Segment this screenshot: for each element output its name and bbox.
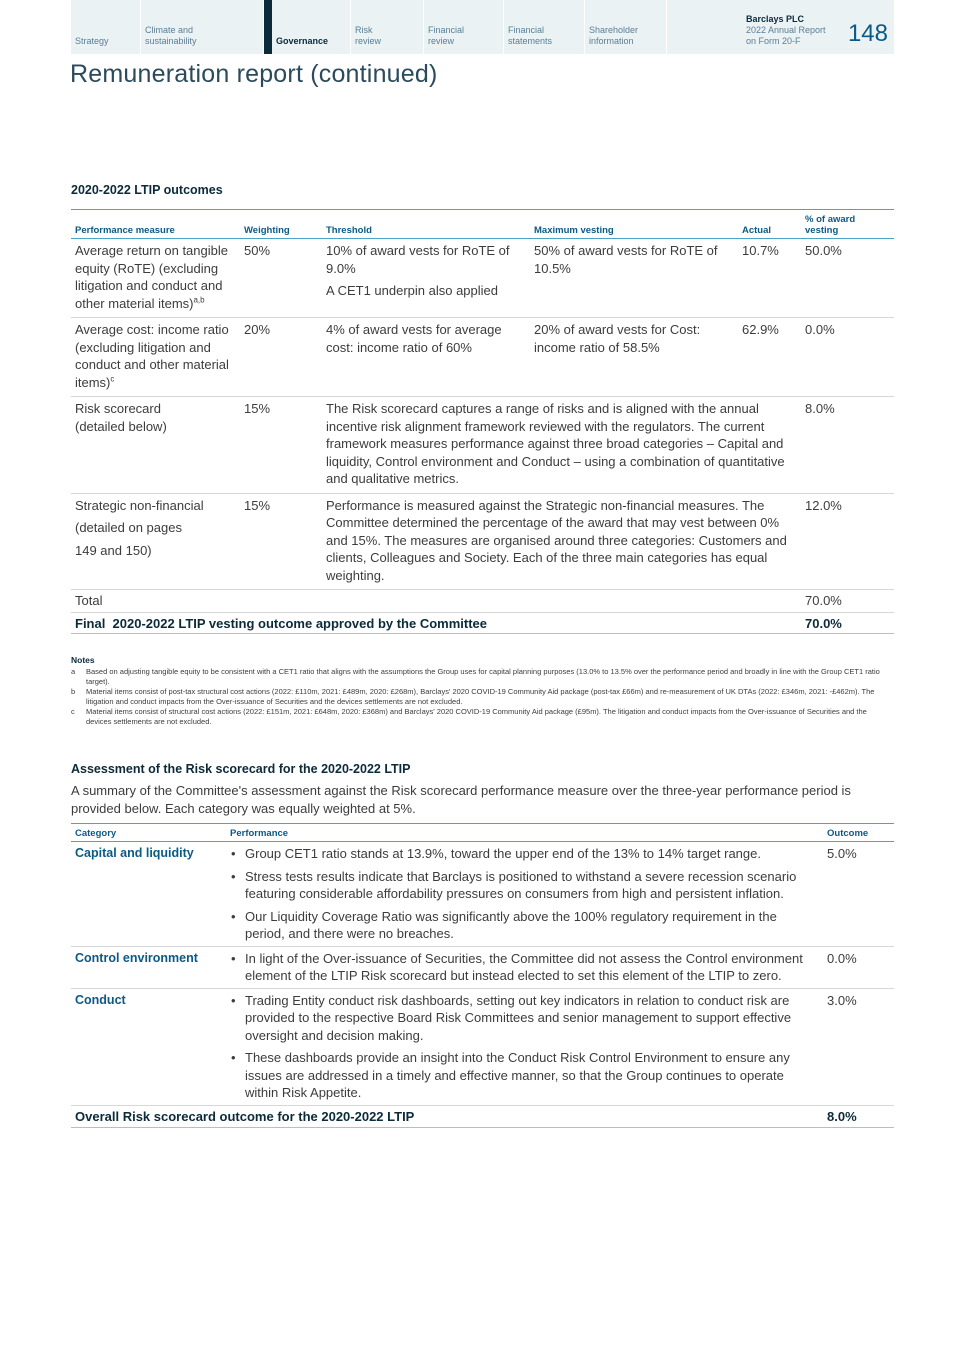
- nav-tab-risk-review[interactable]: [351, 0, 424, 54]
- measure-detail: 149 and 150): [75, 542, 152, 558]
- table-row: [71, 397, 894, 494]
- outcome-cell: 3.0%: [823, 988, 894, 1105]
- outcome-cell: 0.0%: [823, 946, 894, 988]
- footnotes: [71, 655, 894, 727]
- col-header-max-vesting: Maximum vesting: [530, 210, 738, 239]
- bullet-icon: •: [231, 846, 236, 861]
- list-item: [230, 1049, 819, 1102]
- award-cell: 8.0%: [801, 397, 894, 494]
- footnote-letter: a: [71, 667, 76, 676]
- page-number: 148: [847, 20, 888, 47]
- list-item: [230, 845, 819, 863]
- measure-cell: [71, 493, 240, 590]
- bullet-icon: •: [231, 992, 236, 1008]
- report-brand: [746, 0, 894, 54]
- measure-text: Average cost: income ratio (excluding litigation and conduct and other material items): [75, 322, 229, 390]
- measure-cell: [71, 239, 240, 318]
- footnote-item: [71, 707, 894, 727]
- performance-text: In light of the Over-issuance of Securities, the Committee did not assess the Control environment element of the LTIP Risk scorecard but instead elected to set this element of the LTIP to zero.: [245, 950, 803, 983]
- footnote-ref: a,b: [193, 295, 205, 305]
- footnote-ref: c: [110, 374, 115, 384]
- col-header-threshold: Threshold: [322, 210, 530, 239]
- measure-cell: [71, 318, 240, 397]
- threshold-cell: [322, 239, 530, 318]
- performance-cell: [226, 988, 823, 1105]
- actual-cell: 10.7%: [738, 239, 801, 318]
- table-row: [71, 239, 894, 318]
- table-row: [71, 493, 894, 590]
- page-title: Remuneration report (continued): [70, 60, 438, 88]
- section-nav: [71, 0, 894, 54]
- weighting-cell: 50%: [240, 239, 322, 318]
- performance-text: Stress tests results indicate that Barclays is positioned to withstand a severe recession scenario featuring considerable affordability pressures on consumers from high and persistent inflation.: [245, 868, 797, 901]
- actual-cell: 62.9%: [738, 318, 801, 397]
- performance-text: Trading Entity conduct risk dashboards, setting out key indicators in relation to conduct risk are provided to the respective Board Risk Committees and senior management to support effective oversight and decision making.: [245, 992, 792, 1043]
- risk-scorecard-table: [71, 823, 894, 1128]
- measure-detail: (detailed on pages: [75, 520, 182, 535]
- list-item: [230, 950, 819, 985]
- notes-title: Notes: [71, 655, 95, 665]
- table-header-row: [71, 210, 894, 239]
- nav-tab-label: Risk review: [355, 25, 382, 46]
- threshold-note: A CET1 underpin also applied: [326, 283, 499, 298]
- table-row: [71, 988, 894, 1105]
- bullet-icon: •: [231, 950, 236, 966]
- table-header-row: [71, 824, 894, 842]
- performance-cell: [226, 842, 823, 947]
- table-row: [71, 842, 894, 947]
- table-row: [71, 318, 894, 397]
- brand-block: [746, 14, 834, 47]
- measure-text: Average return on tangible equity (RoTE) (excluding litigation and conduct and other material items): [75, 243, 228, 311]
- outcome-cell: 5.0%: [823, 842, 894, 947]
- footnote-item: [71, 667, 894, 687]
- performance-text: These dashboards provide an insight into the Conduct Risk Control Environment to ensure any issues are addressed in a timely and effective manner, so that the Group continues to operate within Risk Appetite.: [245, 1050, 790, 1100]
- nav-tab-financial-review[interactable]: [424, 0, 504, 54]
- nav-tab-label: Financial statements: [508, 25, 553, 46]
- col-header-award: % of award vesting: [801, 210, 894, 239]
- risk-heading: Assessment of the Risk scorecard for the 2020-2022 LTIP: [71, 762, 411, 776]
- category-cell: Capital and liquidity: [71, 842, 226, 947]
- measure-cell: Risk scorecard (detailed below): [71, 397, 240, 494]
- footnote-text: Material items consist of structural cost actions (2022: £151m, 2021: £648m, 2020: £368m) and Barclays' 2020 COVID-19 Community Aid package (£95m). The litigation and conduct impacts from the Over-issuance of Securities and the devices settlements are not excluded.: [86, 707, 867, 726]
- col-header-weighting: Weighting: [240, 210, 322, 239]
- threshold-cell: 4% of award vests for average cost: income ratio of 60%: [322, 318, 530, 397]
- nav-tab-governance[interactable]: [272, 0, 351, 54]
- performance-text: Group CET1 ratio stands at 13.9%, toward the upper end of the 13% to 14% target range.: [245, 846, 761, 861]
- footnote-item: [71, 687, 894, 707]
- nav-tab-shareholder-information[interactable]: [585, 0, 667, 54]
- footnote-letter: b: [71, 687, 76, 696]
- description-cell: The Risk scorecard captures a range of risks and is aligned with the annual incentive risk alignment framework reviewed with the regulators. The current framework measures performance against three broad categories – Capital and liquidity, Control environment and Conduct – using a combination of quantitative and qualitative metrics.: [322, 397, 801, 494]
- award-cell: 50.0%: [801, 239, 894, 318]
- total-label: Total: [71, 590, 801, 613]
- weighting-cell: 15%: [240, 397, 322, 494]
- nav-tab-label: Climate and sustainability: [145, 25, 197, 46]
- category-cell: Conduct: [71, 988, 226, 1105]
- performance-list: [230, 950, 819, 985]
- bullet-icon: •: [231, 868, 236, 884]
- risk-intro: A summary of the Committee's assessment against the Risk scorecard performance measure over the three-year performance period is provided below. Each category was equally weighted at 5%.: [71, 783, 851, 816]
- nav-tab-strategy[interactable]: [71, 0, 141, 54]
- list-item: [230, 992, 819, 1045]
- overall-outcome-label: Overall Risk scorecard outcome for the 2020-2022 LTIP: [71, 1105, 823, 1128]
- performance-cell: [226, 946, 823, 988]
- award-cell: 12.0%: [801, 493, 894, 590]
- weighting-cell: 20%: [240, 318, 322, 397]
- report-title: 2022 Annual Report on Form 20-F: [745, 25, 826, 46]
- threshold-text: 10% of award vests for RoTE of 9.0%: [326, 243, 510, 276]
- performance-list: [230, 992, 819, 1102]
- performance-text: Our Liquidity Coverage Ratio was significantly above the 100% regulatory requirement in the period, and there were no breaches.: [245, 908, 777, 941]
- bullet-icon: •: [231, 1050, 236, 1065]
- col-header-measure: Performance measure: [71, 210, 240, 239]
- measure-text: Strategic non-financial: [75, 497, 204, 513]
- nav-tab-climate[interactable]: [141, 0, 264, 54]
- col-header-performance: Performance: [226, 824, 823, 842]
- overall-outcome-row: [71, 1105, 894, 1128]
- bullet-icon: •: [231, 908, 236, 924]
- award-cell: 0.0%: [801, 318, 894, 397]
- performance-list: [230, 845, 819, 943]
- list-item: [230, 908, 819, 943]
- final-outcome-row: [71, 612, 894, 634]
- col-header-actual: Actual: [738, 210, 801, 239]
- description-cell: Performance is measured against the Strategic non-financial measures. The Committee determined the percentage of the award that may vest between 0% and 15%. The measures are organised around three categories: Customers and clients, Colleagues and Society. Each of the three main categories has equal weighting.: [322, 493, 801, 590]
- footnote-text: Material items consist of post-tax structural cost actions (2022: £110m, 2021: £489m, 2020: £268m), Barclays' 2020 COVID-19 Community Aid package (post-tax £66m) and re-measurement of UK DTAs (2022: £346m, 2021: -£462m). The litigation and conduct impacts from the Over-issuance of Securities and the devices settlements are not excluded.: [86, 687, 875, 706]
- nav-tab-label: Shareholder information: [589, 25, 639, 46]
- ltip-heading: 2020-2022 LTIP outcomes: [71, 183, 223, 197]
- brand-name: Barclays PLC: [745, 14, 804, 24]
- col-header-outcome: Outcome: [823, 824, 894, 842]
- table-row: [71, 946, 894, 988]
- list-item: [230, 868, 819, 903]
- weighting-cell: 15%: [240, 493, 322, 590]
- max-vesting-cell: 20% of award vests for Cost: income ratio of 58.5%: [530, 318, 738, 397]
- final-outcome-label: Final 2020-2022 LTIP vesting outcome approved by the Committee: [71, 612, 801, 634]
- footnote-text: Based on adjusting tangible equity to be consistent with a CET1 ratio that aligns with the assumptions the Group uses for capital planning purposes (13.0% to 13.5% over the performance period and broadly in line with the Group CET1 ratio target).: [86, 667, 880, 686]
- col-header-category: Category: [71, 824, 226, 842]
- nav-active-indicator: [264, 0, 272, 54]
- ltip-outcomes-table: [71, 209, 894, 634]
- total-row: [71, 590, 894, 613]
- nav-tab-label: Strategy: [75, 36, 109, 46]
- nav-tab-financial-statements[interactable]: [504, 0, 585, 54]
- overall-outcome-value: 8.0%: [823, 1105, 894, 1128]
- total-value: 70.0%: [801, 590, 894, 613]
- category-cell: Control environment: [71, 946, 226, 988]
- nav-tab-label: Governance: [276, 36, 329, 46]
- final-outcome-value: 70.0%: [801, 612, 894, 634]
- max-vesting-cell: 50% of award vests for RoTE of 10.5%: [530, 239, 738, 318]
- nav-tab-label: Financial review: [428, 25, 465, 46]
- footnote-letter: c: [71, 707, 75, 716]
